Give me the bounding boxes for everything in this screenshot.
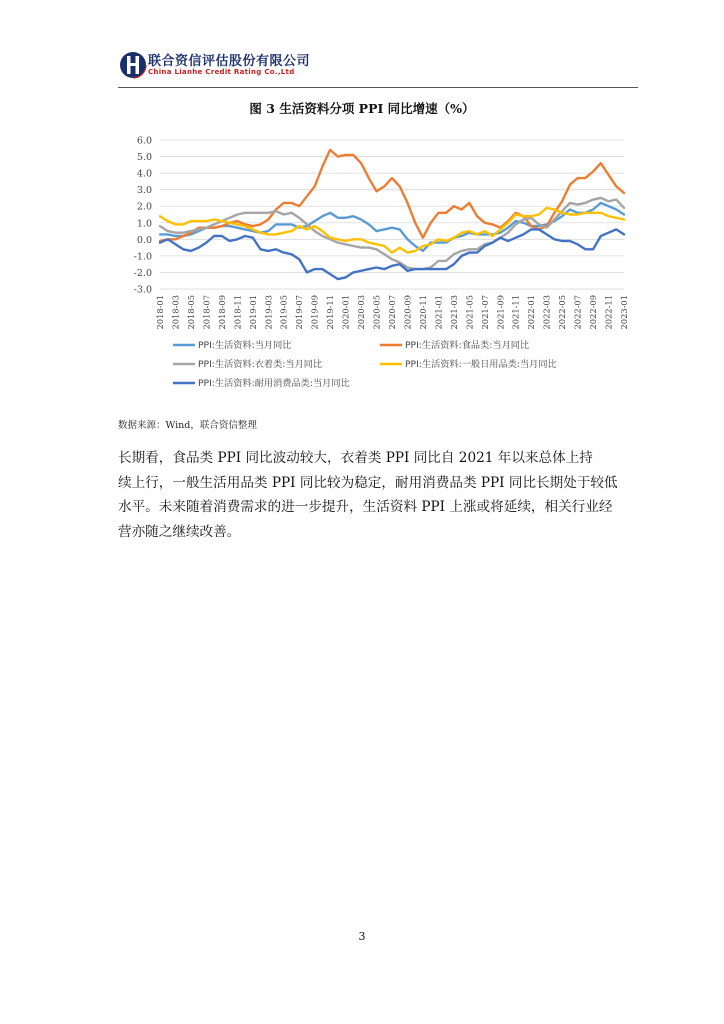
x-tick-label: 2022-01 xyxy=(526,295,537,330)
body-paragraph xyxy=(118,446,638,544)
x-tick-label: 2019-05 xyxy=(278,295,289,330)
y-tick-label: 2.0 xyxy=(136,201,152,213)
legend-label: PPI:生活资料:一般日用品类:当月同比 xyxy=(405,359,557,370)
ppi-line-chart xyxy=(118,126,638,396)
x-tick-label: 2018-09 xyxy=(216,295,227,330)
x-tick-label: 2021-07 xyxy=(479,295,490,330)
x-tick-label: 2018-01 xyxy=(155,295,165,330)
x-tick-label: 2021-05 xyxy=(464,295,475,330)
paragraph-line-3: 水平。未来随着消费需求的进一步提升，生活资料 PPI 上涨或将延续，相关行业经 xyxy=(118,499,613,515)
paragraph-line-2: 续上行，一般生活用品类 PPI 同比较为稳定，耐用消费品类 PPI 同比长期处于较低 xyxy=(118,474,618,491)
x-tick-label: 2020-07 xyxy=(387,295,397,330)
y-tick-label: -3.0 xyxy=(133,284,152,296)
x-tick-label: 2020-03 xyxy=(356,295,367,330)
paragraph-line-1: 长期看，食品类 PPI 同比波动较大，衣着类 PPI 同比自 2021 年以来总体上持 xyxy=(118,450,593,466)
x-tick-label: 2021-03 xyxy=(448,295,459,330)
y-tick-label: 5.0 xyxy=(136,152,152,164)
figure-title: 图 3 生活资料分项 PPI 同比增速（%） xyxy=(249,101,475,116)
x-tick-label: 2019-03 xyxy=(263,295,274,330)
page-number: 3 xyxy=(358,930,366,943)
company-name-en: China Lianhe Credit Rating Co.,Ltd xyxy=(148,68,295,76)
x-tick-label: 2019-11 xyxy=(325,295,336,330)
x-tick-label: 2022-11 xyxy=(603,295,614,330)
legend-label: PPI:生活资料:当月同比 xyxy=(198,340,292,351)
x-tick-label: 2022-09 xyxy=(588,294,599,330)
paragraph-line-4: 营亦随之继续改善。 xyxy=(118,523,241,540)
x-tick-label: 2019-01 xyxy=(247,295,258,330)
x-tick-label: 2020-01 xyxy=(340,295,351,330)
source-note: 数据来源：Wind，联合资信整理 xyxy=(118,420,257,431)
x-tick-label: 2018-11 xyxy=(232,295,243,330)
x-tick-label: 2021-09 xyxy=(495,295,506,330)
y-tick-label: -2.0 xyxy=(133,267,152,279)
legend-label: PPI:生活资料:衣着类:当月同比 xyxy=(198,359,323,370)
x-tick-label: 2023-01 xyxy=(619,295,629,330)
x-tick-label: 2018-03 xyxy=(170,295,181,330)
y-tick-label: 1.0 xyxy=(136,218,152,230)
series-line-5 xyxy=(160,229,624,279)
x-tick-label: 2021-11 xyxy=(510,295,521,330)
y-tick-label: 4.0 xyxy=(136,168,152,180)
legend-label: PPI:生活资料:耐用消费品类:当月同比 xyxy=(198,378,350,389)
x-tick-label: 2019-07 xyxy=(294,295,305,330)
x-tick-label: 2022-07 xyxy=(572,295,583,330)
x-tick-label: 2020-09 xyxy=(402,295,413,330)
page-header xyxy=(118,46,638,90)
y-tick-label: -1.0 xyxy=(133,251,152,263)
x-tick-label: 2022-03 xyxy=(541,295,552,330)
lianhe-logo-icon xyxy=(118,50,148,80)
x-tick-label: 2021-01 xyxy=(433,295,444,330)
x-tick-label: 2020-05 xyxy=(371,295,382,330)
company-name-cn: 联合资信评估股份有限公司 xyxy=(148,54,311,69)
x-tick-label: 2018-07 xyxy=(201,295,212,330)
y-tick-label: 6.0 xyxy=(136,135,152,147)
legend-label: PPI:生活资料:食品类:当月同比 xyxy=(405,340,530,351)
x-tick-label: 2018-05 xyxy=(185,295,196,330)
y-tick-label: 3.0 xyxy=(136,185,152,197)
x-tick-label: 2022-05 xyxy=(557,295,568,330)
y-tick-label: 0.0 xyxy=(136,234,152,246)
header-divider xyxy=(118,87,638,88)
x-tick-label: 2019-09 xyxy=(309,295,320,330)
x-tick-label: 2020-11 xyxy=(417,295,428,330)
